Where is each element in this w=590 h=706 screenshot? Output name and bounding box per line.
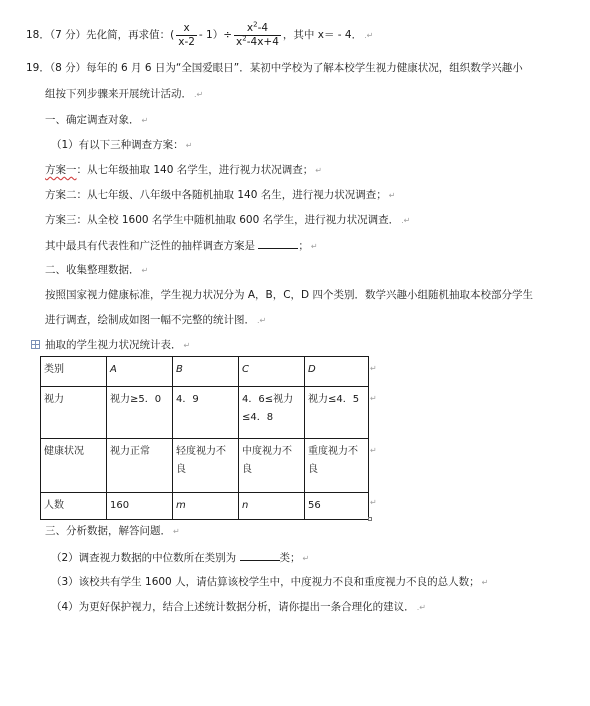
plan1: 方案一：从七年级抽取 140 名学生，进行视力状况调查； ↵ xyxy=(45,164,322,176)
table-cell: 视力 xyxy=(41,387,107,439)
row-end-mark-icon: ↵ xyxy=(370,498,377,507)
table-cell: 类别 xyxy=(41,357,107,387)
collect-line2: 进行调查，绘制成如图一幅不完整的统计图． .↵ xyxy=(45,314,267,326)
paragraph-mark-icon: ↵ xyxy=(141,266,149,275)
paragraph-mark-icon: ↵ xyxy=(310,242,318,251)
collect-line1: 按照国家视力健康标准，学生视力状况分为 A，B，C，D 四个类别．数学兴趣小组随机抽取本校部分学生 xyxy=(45,289,533,301)
table-cell: 视力≤4．5 xyxy=(305,387,369,439)
paragraph-mark-icon: ↵ xyxy=(183,341,191,350)
vision-stats-table xyxy=(40,356,369,520)
paragraph-mark-icon: ↵ xyxy=(173,527,180,536)
paragraph-mark-icon: ↵ xyxy=(388,191,396,200)
paragraph-mark-icon: .↵ xyxy=(257,316,267,325)
question-18 xyxy=(26,20,373,51)
table-title: 抽取的学生视力状况统计表． ↵ xyxy=(45,339,191,351)
paragraph-mark-icon: ↵ xyxy=(302,554,310,563)
paragraph-mark-icon: .↵ xyxy=(194,90,204,99)
best-plan-question: 其中最具有代表性和广泛性的抽样调查方案是 ； ↵ xyxy=(45,240,318,252)
q19-line2: 组按下列步骤来开展统计活动． .↵ xyxy=(45,88,204,100)
paragraph-mark-icon: ↵ xyxy=(481,578,489,587)
table-cell: 轻度视力不良 xyxy=(173,439,239,493)
row-end-mark-icon: ↵ xyxy=(370,446,377,455)
table-cell: 160 xyxy=(107,493,173,520)
plan3: 方案三：从全校 1600 名学生中随机抽取 600 名学生，进行视力状况调查． .↵ xyxy=(45,214,411,226)
table-cell: C xyxy=(239,357,305,387)
table-cell: 4．9 xyxy=(173,387,239,439)
table-cell: 4．6≤视力≤4．8 xyxy=(239,387,305,439)
paragraph-mark-icon: .↵ xyxy=(416,603,426,612)
sub1-heading: （1）有以下三种调查方案： ↵ xyxy=(51,139,193,151)
table-row xyxy=(41,387,369,439)
table-cell: 视力≥5．0 xyxy=(107,387,173,439)
paragraph-mark-icon: ↵ xyxy=(185,141,193,150)
table-row xyxy=(41,493,369,520)
step2-heading: 二、收集整理数据． ↵ xyxy=(45,264,149,276)
table-cell: 中度视力不良 xyxy=(239,439,305,493)
sub-question-3: （3）该校共有学生 1600 人，请估算该校学生中，中度视力不良和重度视力不良的总人数； ↵ xyxy=(51,576,489,588)
table-cell: 健康状况 xyxy=(41,439,107,493)
fraction-x2-minus-4: $\frac{x^2-4}{x^2-4x+4}$ xyxy=(236,20,279,48)
table-cell: A xyxy=(107,357,173,387)
table-cell: n xyxy=(239,493,305,520)
q18-prefix: 18．（7 分）先化简，再求值：( xyxy=(26,29,175,41)
table-row xyxy=(41,439,369,493)
step1-heading: 一、确定调查对象． ↵ xyxy=(45,114,149,126)
step3-heading: 三、分析数据，解答问题． ↵ xyxy=(45,525,180,537)
paragraph-mark-icon: ↵ xyxy=(141,116,149,125)
plan2: 方案二：从七年级、八年级中各随机抽取 140 名生，进行视力状况调查； ↵ xyxy=(45,189,396,201)
table-cell: 人数 xyxy=(41,493,107,520)
table-row xyxy=(41,357,369,387)
sub-question-4: （4）为更好保护视力，结合上述统计数据分析，请你提出一条合理化的建议． .↵ xyxy=(51,601,426,613)
table-resize-handle-icon[interactable] xyxy=(368,517,372,521)
table-move-handle-icon[interactable] xyxy=(31,340,40,349)
paragraph-mark-icon: .↵ xyxy=(364,31,374,40)
answer-blank[interactable] xyxy=(240,550,280,561)
table-cell: m xyxy=(173,493,239,520)
sub-question-2: （2）调查视力数据的中位数所在类别为 类； ↵ xyxy=(51,552,310,564)
table-cell: D xyxy=(305,357,369,387)
table-cell: 重度视力不良 xyxy=(305,439,369,493)
q18-suffix: ，其中 x＝ - 4． xyxy=(282,29,363,41)
row-end-mark-icon: ↵ xyxy=(370,364,377,373)
paragraph-mark-icon: .↵ xyxy=(401,216,411,225)
table-cell: 56 xyxy=(305,493,369,520)
q19-line1: 19．（8 分）每年的 6 月 6 日为“全国爱眼日”．某初中学校为了解本校学生视力健康状况，组织数学兴趣小 xyxy=(26,62,523,74)
row-end-mark-icon: ↵ xyxy=(370,394,377,403)
fraction-x-over-x-minus-2: $\frac{x}{x-2}$ xyxy=(178,21,195,48)
paragraph-mark-icon: ↵ xyxy=(315,166,322,175)
table-cell: 视力正常 xyxy=(107,439,173,493)
answer-blank[interactable] xyxy=(258,238,298,249)
q18-minus-one: - 1）÷ xyxy=(198,29,233,41)
table-cell: B xyxy=(173,357,239,387)
